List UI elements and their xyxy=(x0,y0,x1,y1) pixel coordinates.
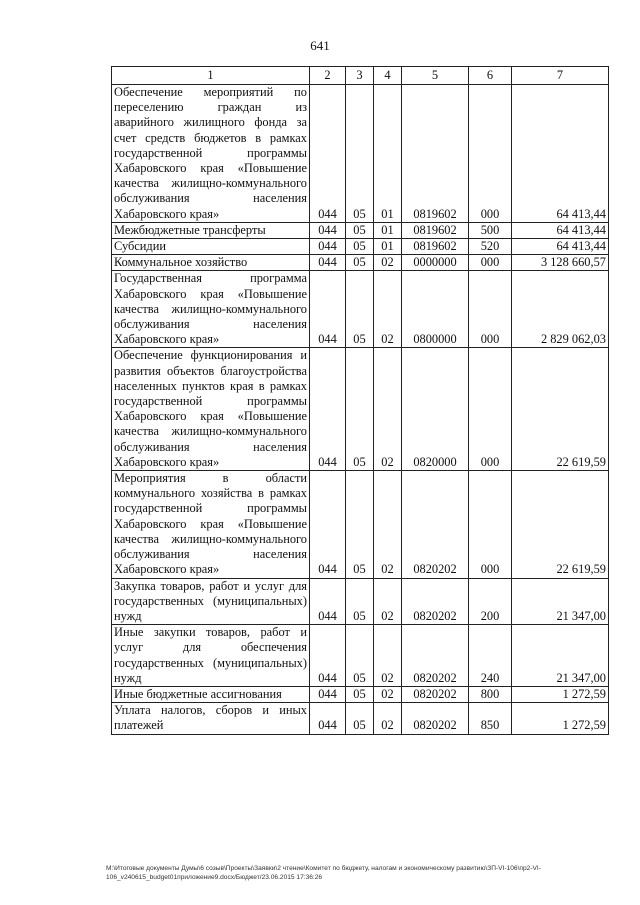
row-amount: 2 829 062,03 xyxy=(512,271,609,348)
header-col-1: 1 xyxy=(112,67,310,85)
row-code-target: 0820202 xyxy=(402,703,469,734)
row-code-section: 05 xyxy=(346,222,374,238)
row-code-section: 05 xyxy=(346,239,374,255)
row-name: Иные бюджетные ассигнования xyxy=(112,686,310,702)
row-code-subsection: 02 xyxy=(374,271,402,348)
row-code-section: 05 xyxy=(346,686,374,702)
row-code-expense-type: 240 xyxy=(469,625,512,687)
header-col-3: 3 xyxy=(346,67,374,85)
row-code-subsection: 02 xyxy=(374,471,402,578)
header-row xyxy=(112,67,609,85)
header-col-2: 2 xyxy=(310,67,346,85)
row-code-expense-type: 000 xyxy=(469,255,512,271)
table-row xyxy=(112,85,609,223)
row-code-section: 05 xyxy=(346,578,374,625)
row-code-subsection: 02 xyxy=(374,578,402,625)
row-amount: 64 413,44 xyxy=(512,85,609,223)
row-amount: 64 413,44 xyxy=(512,222,609,238)
row-code-ministry: 044 xyxy=(310,271,346,348)
row-code-subsection: 02 xyxy=(374,686,402,702)
row-code-target: 0820202 xyxy=(402,686,469,702)
row-code-ministry: 044 xyxy=(310,686,346,702)
table-row xyxy=(112,271,609,348)
header-col-5: 5 xyxy=(402,67,469,85)
row-code-ministry: 044 xyxy=(310,703,346,734)
row-code-ministry: 044 xyxy=(310,222,346,238)
row-code-expense-type: 800 xyxy=(469,686,512,702)
row-name: Субсидии xyxy=(112,239,310,255)
row-name: Закупка товаров, работ и услуг для государственных (муниципальных) нужд xyxy=(112,578,310,625)
row-code-target: 0819602 xyxy=(402,239,469,255)
row-code-expense-type: 000 xyxy=(469,271,512,348)
row-amount: 22 619,59 xyxy=(512,471,609,578)
row-code-expense-type: 850 xyxy=(469,703,512,734)
row-code-expense-type: 200 xyxy=(469,578,512,625)
table-row xyxy=(112,703,609,734)
row-code-ministry: 044 xyxy=(310,239,346,255)
row-name: Коммунальное хозяйство xyxy=(112,255,310,271)
row-name: Обеспечение мероприятий по переселению граждан из аварийного жилищного фонда за счет средств бюджетов в рамках государственной программы Хабаровского края «Повышение качества жилищно-коммунального обслуживания населения Хабаровского края» xyxy=(112,85,310,223)
table-row xyxy=(112,255,609,271)
row-code-target: 0820202 xyxy=(402,471,469,578)
header-col-6: 6 xyxy=(469,67,512,85)
row-amount: 64 413,44 xyxy=(512,239,609,255)
row-code-target: 0820202 xyxy=(402,625,469,687)
row-code-section: 05 xyxy=(346,471,374,578)
row-code-subsection: 01 xyxy=(374,222,402,238)
row-code-ministry: 044 xyxy=(310,471,346,578)
row-code-ministry: 044 xyxy=(310,578,346,625)
row-name: Обеспечение функционирования и развития объектов благоустройства населенных пунктов края в рамках государственной программы Хабаровского края «Повышение качества жилищно-коммунального обслуживания населения Хабаровского края» xyxy=(112,348,310,471)
document-footer-path: M:\Итоговые документы Думы\6 созыв\Проекты\Заявки\2 чтение\Комитет по бюджету, налогам и экономическому развитию\ЗП-VI-106\пр2-VI-106_v240615_budget01приложение9.docx/Бюджет/23.06.2015 17:36:26 xyxy=(106,865,541,881)
row-code-section: 05 xyxy=(346,85,374,223)
row-code-subsection: 01 xyxy=(374,85,402,223)
row-code-expense-type: 000 xyxy=(469,85,512,223)
row-code-ministry: 044 xyxy=(310,625,346,687)
row-code-ministry: 044 xyxy=(310,255,346,271)
table-row xyxy=(112,471,609,578)
row-code-subsection: 02 xyxy=(374,703,402,734)
row-name: Межбюджетные трансферты xyxy=(112,222,310,238)
row-code-target: 0820000 xyxy=(402,348,469,471)
row-amount: 21 347,00 xyxy=(512,625,609,687)
row-code-target: 0800000 xyxy=(402,271,469,348)
row-code-section: 05 xyxy=(346,625,374,687)
row-code-section: 05 xyxy=(346,348,374,471)
row-code-target: 0819602 xyxy=(402,222,469,238)
row-name: Иные закупки товаров, работ и услуг для обеспечения государственных (муниципальных) нужд xyxy=(112,625,310,687)
row-code-subsection: 02 xyxy=(374,255,402,271)
row-code-target: 0000000 xyxy=(402,255,469,271)
row-code-expense-type: 500 xyxy=(469,222,512,238)
row-code-target: 0820202 xyxy=(402,578,469,625)
header-col-7: 7 xyxy=(512,67,609,85)
row-amount: 3 128 660,57 xyxy=(512,255,609,271)
table-row xyxy=(112,348,609,471)
table-row xyxy=(112,686,609,702)
table-row xyxy=(112,578,609,625)
row-code-section: 05 xyxy=(346,703,374,734)
budget-table xyxy=(111,66,609,735)
row-amount: 1 272,59 xyxy=(512,703,609,734)
row-amount: 21 347,00 xyxy=(512,578,609,625)
row-code-subsection: 01 xyxy=(374,239,402,255)
row-code-section: 05 xyxy=(346,271,374,348)
header-col-4: 4 xyxy=(374,67,402,85)
page-number: 641 xyxy=(310,38,330,53)
row-code-expense-type: 000 xyxy=(469,471,512,578)
row-amount: 22 619,59 xyxy=(512,348,609,471)
row-code-subsection: 02 xyxy=(374,348,402,471)
row-code-expense-type: 000 xyxy=(469,348,512,471)
row-code-expense-type: 520 xyxy=(469,239,512,255)
table-row xyxy=(112,222,609,238)
row-name: Уплата налогов, сборов и иных платежей xyxy=(112,703,310,734)
row-name: Государственная программа Хабаровского края «Повышение качества жилищно-коммунального обслуживания населения Хабаровского края» xyxy=(112,271,310,348)
row-code-subsection: 02 xyxy=(374,625,402,687)
row-code-section: 05 xyxy=(346,255,374,271)
row-code-target: 0819602 xyxy=(402,85,469,223)
table-row xyxy=(112,625,609,687)
row-code-ministry: 044 xyxy=(310,348,346,471)
table-row xyxy=(112,239,609,255)
row-code-ministry: 044 xyxy=(310,85,346,223)
row-name: Мероприятия в области коммунального хозяйства в рамках государственной программы Хабаровского края «Повышение качества жилищно-коммунального обслуживания населения Хабаровского края» xyxy=(112,471,310,578)
row-amount: 1 272,59 xyxy=(512,686,609,702)
